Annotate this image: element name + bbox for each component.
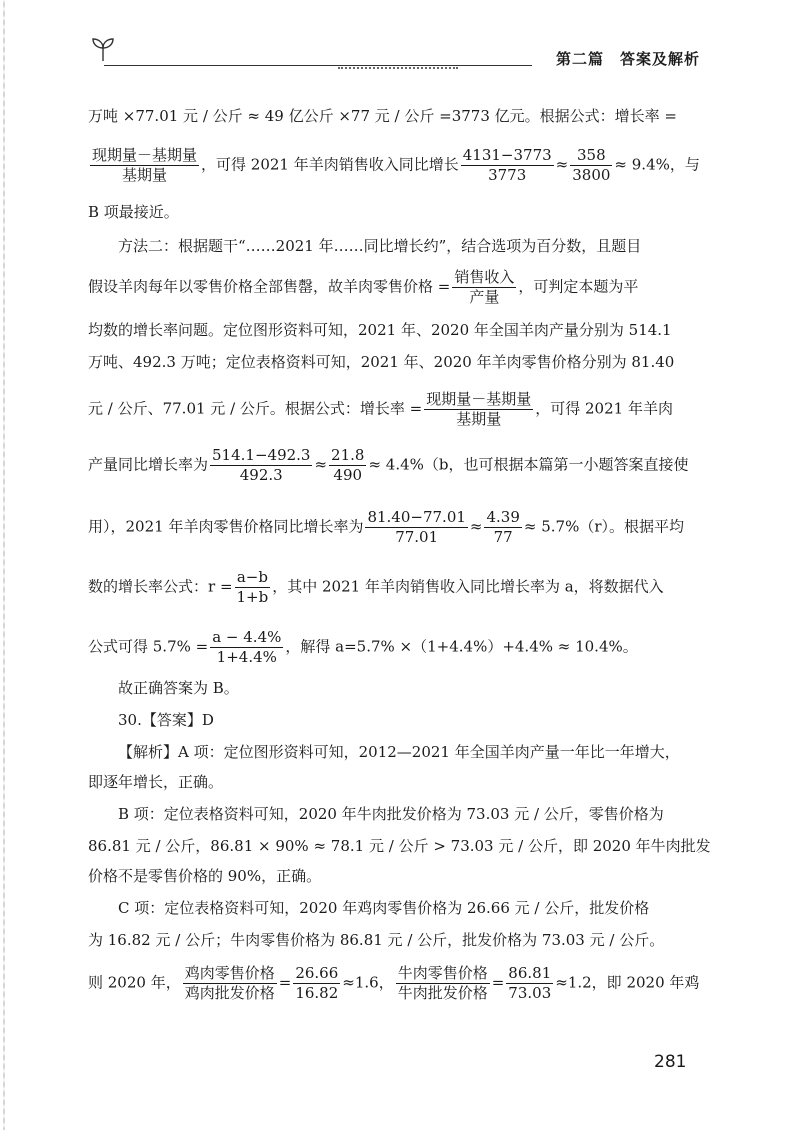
text-line: 故正确答案为 B。: [118, 679, 239, 697]
fraction: $\frac{4.39}{77}$: [486, 508, 520, 546]
page-header: [88, 36, 700, 72]
text-line: 假设羊肉每年以零售价格全部售罄，故羊肉零售价格 = $\frac{\text{销售收入}}{\text{产量}}$ ，可判定本题为平: [88, 268, 639, 306]
fraction: $\frac{\text{现期量－基期量}}{\text{基期量}}$: [92, 146, 198, 184]
text-line: 万吨、492.3 万吨；定位表格资料可知，2021 年、2020 年羊肉零售价格分别为 81.40: [88, 353, 675, 371]
text-line: C 项：定位表格资料可知，2020 年鸡肉零售价格为 26.66 元 / 公斤，批发价格: [118, 899, 650, 917]
text-line: 价格不是零售价格的 90%，正确。: [88, 867, 322, 885]
text-line: 产量同比增长率为 $\frac{514.1-492.3}{492.3}$ ≈ $\frac{21.8}{490}$ ≈ 4.4%（b，也可根据本篇第一小题答案直接使: [88, 446, 689, 484]
header-rule-accent: [338, 67, 458, 69]
text-line: 均数的增长率问题。定位图形资料可知，2021 年、2020 年全国羊肉产量分别为 514.1: [88, 321, 672, 339]
text-line: 方法二：根据题干“……2021 年……同比增长约”，结合选项为百分数，且题目: [118, 237, 642, 255]
text-line: $\frac{\text{现期量－基期量}}{\text{基期量}}$ ，可得 2021 年羊肉销售收入同比增长 $\frac{4131-3773}{3773}$ ≈ $\frac{358}{3800}$ ≈ 9.4%，与: [92, 146, 700, 184]
text-line: 【解析】A 项：定位图形资料可知，2012—2021 年全国羊肉产量一年比一年增大，: [118, 743, 680, 761]
fraction: $\frac{358}{3800}$: [572, 146, 611, 184]
fraction: $\frac{26.66}{16.82}$: [295, 964, 339, 1002]
text-line: 为 16.82 元 / 公斤；牛肉零售价格为 86.81 元 / 公斤，批发价格为 73.03 元 / 公斤。: [88, 931, 665, 949]
fraction: $\frac{\text{销售收入}}{\text{产量}}$: [454, 268, 515, 306]
text-line: 即逐年增长，正确。: [88, 773, 224, 791]
text-line: B 项最接近。: [88, 203, 179, 221]
text-line: 86.81 元 / 公斤，86.81 × 90% ≈ 78.1 元 / 公斤 > 73.03 元 / 公斤，即 2020 年牛肉批发: [88, 837, 711, 855]
binding-dots: [3, 0, 5, 1130]
text-line: 30.【答案】D: [118, 711, 214, 729]
text-line: B 项：定位表格资料可知，2020 年牛肉批发价格为 73.03 元 / 公斤，零售价格为: [118, 805, 664, 823]
section-title: 第二篇 答案及解析: [555, 50, 700, 68]
text-line: 则 2020 年， $\frac{\text{鸡肉零售价格}}{\text{鸡肉批发价格}}$ = $\frac{26.66}{16.82}$ ≈1.6， $\frac{\text{牛肉零售价格}}{\text{牛肉批发价格}}$ = $\frac{86.81}{73.03}$ ≈1.2，即 2020 年鸡: [88, 964, 700, 1002]
fraction: $\frac{81.40-77.01}{77.01}$: [367, 508, 466, 546]
text-line: 数的增长率公式：r = $\frac{a-b}{1+b}$ ，其中 2021 年羊肉销售收入同比增长率为 a，将数据代入: [88, 568, 664, 606]
header-rule: [104, 65, 532, 66]
text-line: 元 / 公斤、77.01 元 / 公斤。根据公式：增长率 = $\frac{\text{现期量－基期量}}{\text{基期量}}$ ，可得 2021 年羊肉: [88, 390, 673, 428]
fraction: $\frac{86.81}{73.03}$: [508, 964, 552, 1002]
fraction: $\frac{514.1-492.3}{492.3}$: [212, 446, 311, 484]
page-number: 281: [654, 1052, 687, 1072]
fraction: $\frac{\text{牛肉零售价格}}{\text{牛肉批发价格}}$: [397, 964, 488, 1002]
fraction: $\frac{a - 4.4\%}{1+4.4\%}$: [212, 628, 282, 666]
fraction: $\frac{\text{现期量－基期量}}{\text{基期量}}$: [426, 390, 532, 428]
leaf-icon: [88, 36, 118, 62]
fraction: $\frac{a-b}{1+b}$: [236, 568, 269, 606]
fraction: $\frac{\text{鸡肉零售价格}}{\text{鸡肉批发价格}}$: [184, 964, 275, 1002]
fraction: $\frac{21.8}{490}$: [331, 446, 365, 484]
text-line: 公式可得 5.7% = $\frac{a - 4.4\%}{1+4.4\%}$ ，解得 a=5.7% ×（1+4.4%）+4.4% ≈ 10.4%。: [88, 628, 638, 666]
fraction: $\frac{4131-3773}{3773}$: [462, 146, 552, 184]
text-line: 用），2021 年羊肉零售价格同比增长率为 $\frac{81.40-77.01}{77.01}$ ≈ $\frac{4.39}{77}$ ≈ 5.7%（r）。根据平均: [88, 508, 685, 546]
text-line: 万吨 ×77.01 元 / 公斤 ≈ 49 亿公斤 ×77 元 / 公斤 =3773 亿元。根据公式：增长率 =: [88, 107, 677, 125]
